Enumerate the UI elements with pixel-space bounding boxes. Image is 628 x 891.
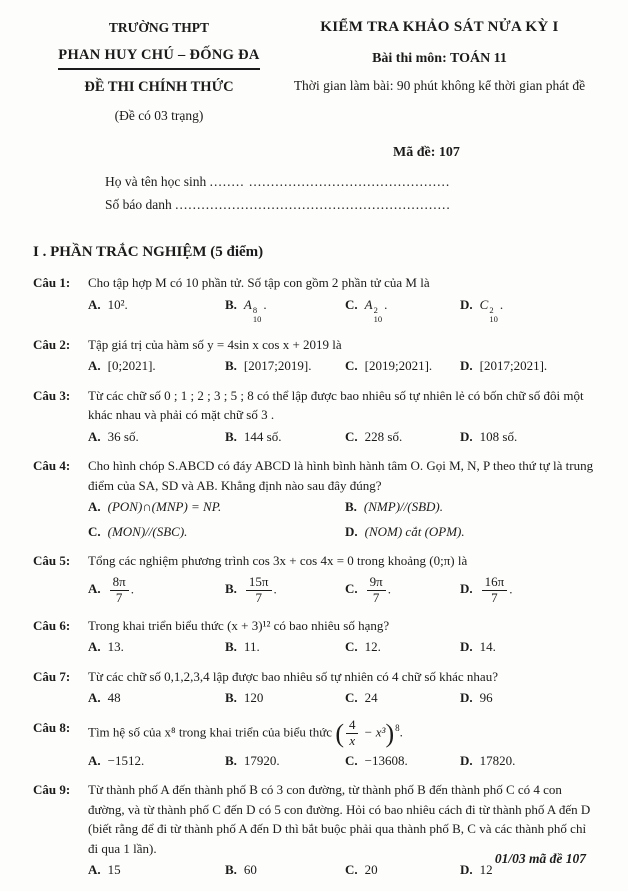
option-text: 11. [243,639,260,655]
option-label: D. [345,523,358,539]
option-a [88,637,225,657]
options-grid [88,497,594,541]
option-a [88,688,225,708]
question-number: Câu 7: [33,668,71,684]
option-b [345,497,594,517]
school-name: PHAN HUY CHÚ – ĐỐNG ĐA [58,45,259,70]
option-label: D. [460,752,473,768]
option-b [225,688,345,708]
school-block [33,14,285,126]
option-c [345,751,460,771]
expression-rest: − x³ [360,724,386,740]
subject-line: Bài thi môn: TOÁN 11 [372,50,507,66]
option-label: C. [345,690,358,706]
option-d [460,637,594,657]
option-label: B. [225,428,237,444]
question-stem: Từ thành phố A đến thành phố B có 3 con đường, từ thành phố B đến thành phố C có 4 con đường, và từ thành phố C đến D có 5 con đường. Hỏi có bao nhiêu cách đi từ thành phố A đến D (biết rằng để đi từ thành phố A đến D thì bắt buộc phải qua thành phố B, C và các thành phố chỉ đi qua 1 lần). [88,782,591,856]
denominator: 7 [110,590,129,606]
option-tail: . [130,581,134,597]
option-b [225,575,345,606]
option-text: 96 [479,690,493,706]
question-number: Câu 3: [33,387,71,403]
student-id-row [105,194,594,217]
option-label: A. [88,752,101,768]
option-text: (PON)∩(MNP) = NP. [107,499,222,515]
option-text: 60 [243,862,257,878]
question-number: Câu 4: [33,458,71,474]
option-text: 12. [364,639,381,655]
denominator: 7 [482,590,508,606]
option-b [225,295,345,325]
option-d [460,356,594,376]
option-label: D. [460,296,473,312]
student-name-label: Họ và tên học sinh [105,174,210,189]
section-title: I . PHẦN TRẮC NGHIỆM (5 điểm) [33,243,264,260]
question-number: Câu 2: [33,336,71,352]
option-text: 228 số. [364,428,403,444]
exam-status: ĐỀ THI CHÍNH THỨC [84,79,234,95]
option-text: 20 [364,862,378,878]
option-label: A. [88,862,101,878]
exponent: 8 [395,722,400,733]
option-c [345,637,460,657]
option-b [225,751,345,771]
option-text: 48 [107,690,121,706]
option-c [345,575,460,606]
option-tail: . [499,296,504,312]
option-label: A. [88,499,101,515]
options-row [88,295,594,325]
option-label: A. [88,428,101,444]
option-a [88,427,225,447]
option-label: A. [88,690,101,706]
fraction [367,575,386,606]
option-text: 144 số. [243,428,282,444]
exam-title-block [285,14,594,126]
numerator: 15π [248,573,269,589]
question-2 [33,335,594,376]
option-text: [2019;2021]. [364,358,433,374]
fraction [346,718,359,749]
denominator: x [346,733,359,749]
option-a [88,295,225,325]
option-label: D. [460,581,473,597]
option-label: B. [225,296,237,312]
question-stem: Cho hình chóp S.ABCD có đáy ABCD là hình bình hành tâm O. Gọi M, N, P theo thứ tự là trung điểm của SA, SD và AB. Khẳng định nào sau đây đúng? [88,458,594,493]
fraction [110,575,129,606]
option-d [460,295,594,325]
option-text: 10². [107,296,128,312]
option-math-base: A [243,296,252,312]
option-label: C. [345,581,358,597]
options-row [88,637,594,657]
option-a [88,860,225,880]
option-c [345,427,460,447]
option-label: C. [345,752,358,768]
option-label: B. [225,581,237,597]
option-label: B. [225,690,237,706]
option-tail: . [273,581,277,597]
option-text: [2017;2019]. [243,358,312,374]
option-b [225,427,345,447]
question-stem [88,718,594,749]
student-id-dots: ............................................................... [175,196,451,212]
option-text: [0;2021]. [107,358,156,374]
question-stem: Trong khai triển biểu thức (x + 3)¹² có bao nhiêu số hạng? [88,617,390,633]
option-label: B. [225,862,237,878]
question-stem: Từ các chữ số 0,1,2,3,4 lập được bao nhiêu số tự nhiên có 4 chữ số khác nhau? [88,668,498,684]
option-label: C. [345,358,358,374]
option-c [88,522,345,542]
denominator: 7 [246,590,272,606]
option-label: A. [88,296,101,312]
options-row [88,688,594,708]
option-label: C. [88,523,101,539]
option-text: (NOM) cắt (OPM). [364,523,465,539]
option-d [460,575,594,606]
option-label: D. [460,690,473,706]
question-stem: Cho tập hợp M có 10 phần tử. Số tập con gồm 2 phần tử của M là [88,275,430,291]
option-label: B. [225,752,237,768]
question-number: Câu 1: [33,275,71,291]
option-text: 15 [107,862,121,878]
option-d [460,427,594,447]
option-a [88,751,225,771]
subscript: 10 [252,314,262,325]
option-text: 120 [243,690,264,706]
option-label: B. [225,358,237,374]
student-info [33,171,594,217]
option-label: D. [460,428,473,444]
numerator: 16π [484,573,505,589]
option-text: 12 [479,862,493,878]
denominator: 7 [367,590,386,606]
option-b [225,637,345,657]
option-text: (MON)//(SBC). [107,523,188,539]
question-stem: Tập giá trị của hàm số y = 4sin x cos x + 2019 là [88,336,342,352]
option-label: A. [88,581,101,597]
option-label: C. [345,639,358,655]
subscript: 10 [373,314,383,325]
option-math-scripts [253,306,262,325]
options-row [88,575,594,606]
options-row [88,751,594,771]
option-a [88,497,345,517]
option-tail: . [509,581,513,597]
option-text: 36 số. [107,428,139,444]
numerator: 8π [112,573,126,589]
option-label: C. [345,428,358,444]
student-id-label: Số báo danh [105,196,176,212]
option-c [345,295,460,325]
option-tail: . [263,296,267,312]
fraction [482,575,508,606]
option-d [460,751,594,771]
option-text: (NMP)//(SBD). [363,499,443,515]
question-7 [33,667,594,708]
subscript: 10 [489,314,498,325]
question-3 [33,386,594,447]
option-text: −13608. [364,752,408,768]
exam-title: KIỂM TRA KHẢO SÁT NỬA KỲ I [320,19,559,35]
option-label: D. [460,639,473,655]
option-text: [2017;2021]. [479,358,548,374]
option-tail: . [384,296,388,312]
question-1 [33,273,594,324]
question-stem: Tổng các nghiệm phương trình cos 3x + cos 4x = 0 trong khoảng (0;π) là [88,553,468,569]
option-text: 13. [107,639,124,655]
question-5 [33,551,594,605]
option-label: C. [345,862,358,878]
pages-note: (Đề có 03 trạng) [114,107,204,123]
option-label: A. [88,358,101,374]
question-8 [33,718,594,770]
fraction [246,575,272,606]
option-label: D. [460,358,473,374]
option-b [225,860,345,880]
options-row [88,427,594,447]
stem-text: Tìm hệ số của x⁸ trong khai triển của biểu thức [88,724,336,740]
question-number: Câu 9: [33,782,71,798]
option-label: A. [88,639,101,655]
question-number: Câu 8: [33,719,71,735]
page-footer: 01/03 mã đề 107 [494,850,586,866]
option-b [225,356,345,376]
numerator: 9π [369,573,383,589]
exam-code: Mã đề: 107 [393,145,460,160]
option-a [88,575,225,606]
option-text: 108 số. [479,428,518,444]
option-math-scripts [374,306,383,325]
superscript: 2 [489,305,494,316]
option-text: −1512. [107,752,145,768]
option-tail: . [387,581,391,597]
question-stem: Từ các chữ số 0 ; 1 ; 2 ; 3 ; 5 ; 8 có thể lập được bao nhiêu số tự nhiên lẻ có bốn chữ số đôi một khác nhau và phải có mặt chữ số 3 . [88,387,584,423]
option-text: 17920. [243,752,280,768]
option-label: B. [225,639,237,655]
option-c [345,356,460,376]
open-paren: ( [335,718,344,748]
option-d [460,688,594,708]
option-text: 17820. [479,752,516,768]
student-name-row [105,171,594,194]
question-number: Câu 5: [33,553,71,569]
option-c [345,688,460,708]
option-math-base: C [479,296,489,312]
superscript: 2 [373,305,378,316]
option-label: D. [460,862,473,878]
expression-tail: . [399,724,403,740]
school-type: TRƯỜNG THPT [108,20,210,35]
options-row [88,356,594,376]
close-paren: ) [385,718,395,748]
option-math-base: A [364,296,373,312]
student-name-dots: ........ .............................................. [209,174,451,189]
option-label: B. [345,499,357,515]
superscript: 8 [252,305,258,316]
option-a [88,356,225,376]
duration-line: Thời gian làm bài: 90 phút không kể thời gian phát đề [293,77,586,93]
option-c [345,860,460,880]
option-text: 24 [364,690,378,706]
option-math-scripts [489,306,498,325]
question-6 [33,616,594,657]
option-d [345,522,594,542]
option-text: 14. [479,639,496,655]
numerator: 4 [348,716,356,732]
question-number: Câu 6: [33,617,71,633]
question-4 [33,456,594,541]
page-header [33,14,594,126]
option-label: C. [345,296,358,312]
